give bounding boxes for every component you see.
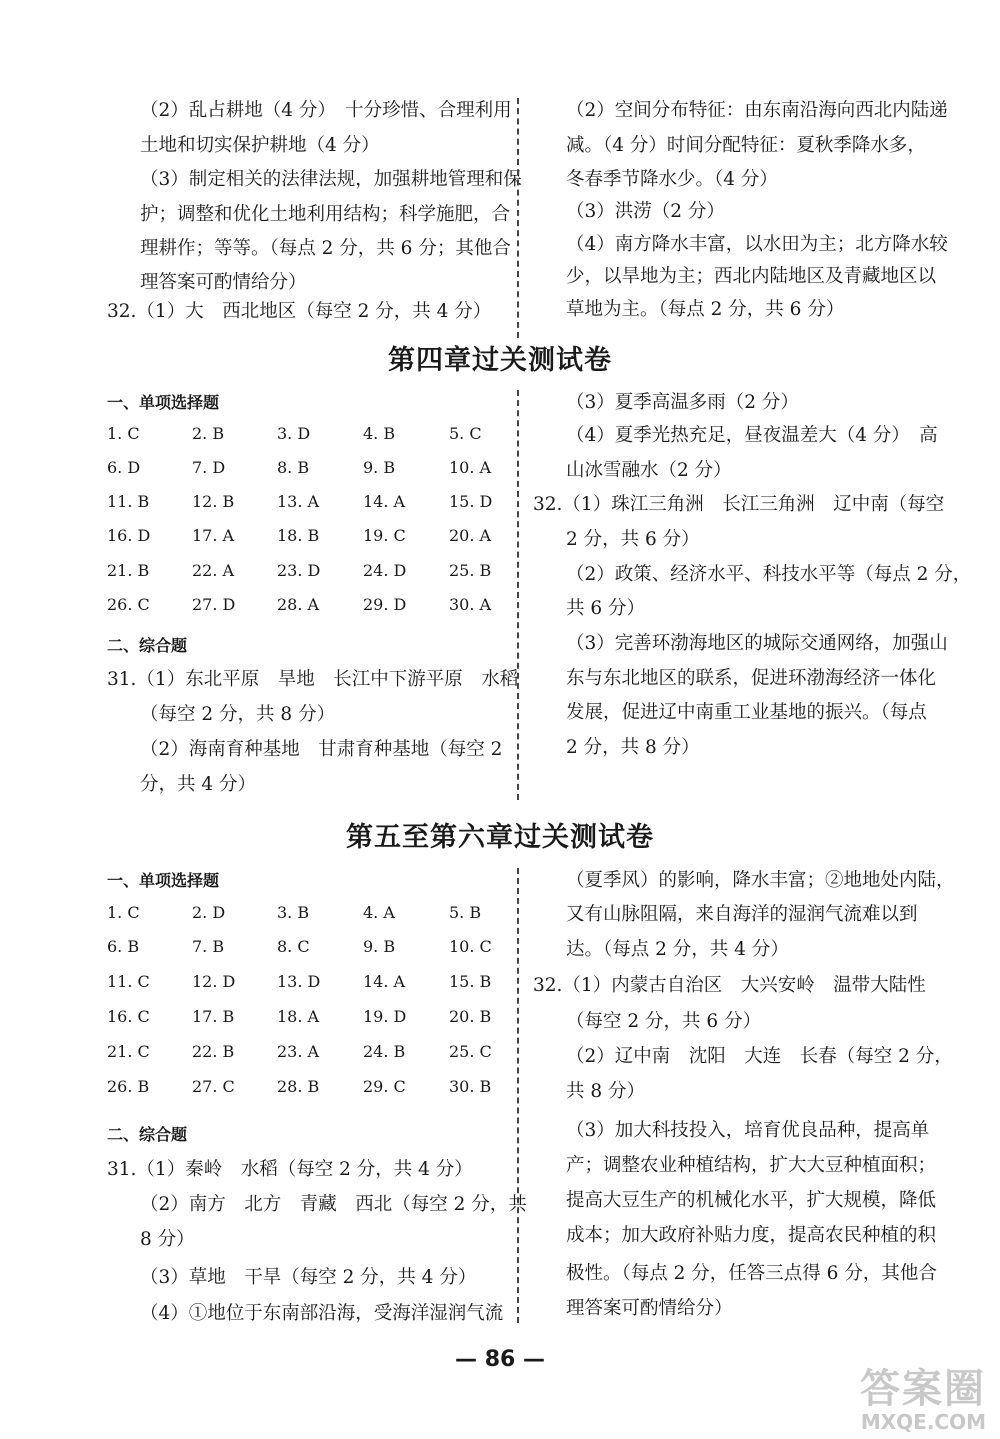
choice-answer: 29. D: [363, 595, 407, 614]
choice-answer: 24. B: [363, 1042, 406, 1061]
answer-line: （3）加大科技投入，培育优良品种，提高单: [566, 1120, 930, 1141]
choice-answer: 4. B: [363, 424, 396, 443]
answer-line: （3）夏季高温多雨（2 分）: [566, 392, 799, 413]
choice-answer: 16. C: [107, 1007, 150, 1026]
choice-answer: 7. D: [192, 458, 226, 477]
choice-answer: 25. C: [449, 1042, 492, 1061]
answer-line: （2）空间分布特征：由东南沿海向西北内陆递: [566, 100, 948, 121]
choice-answer: 2. B: [192, 424, 225, 443]
choice-answer: 4. A: [363, 903, 395, 922]
choice-answer: 21. B: [107, 561, 150, 580]
answer-line: 32.（1）大 西北地区（每空 2 分，共 4 分）: [107, 301, 492, 322]
choice-answer: 13. D: [277, 972, 321, 991]
section-heading: 二、综合题: [107, 636, 188, 655]
column-divider: [517, 868, 519, 1323]
choice-answer: 13. A: [277, 492, 320, 511]
answer-line: 2 分，共 8 分）: [566, 737, 700, 758]
choice-answer: 11. B: [107, 492, 150, 511]
answer-line: 成本；加大政府补贴力度，提高农民种植的积: [566, 1225, 937, 1246]
choice-answer: 5. C: [449, 424, 482, 443]
answer-line: 分，共 4 分）: [140, 774, 257, 795]
answer-line: （2）辽中南 沈阳 大连 长春（每空 2 分，: [566, 1046, 953, 1067]
answer-line: （4）南方降水丰富，以水田为主；北方降水较: [566, 234, 948, 255]
choice-answer: 8. B: [277, 458, 310, 477]
choice-answer: 24. D: [363, 561, 407, 580]
choice-answer: 9. B: [363, 937, 396, 956]
watermark-text: 答案圈: [860, 1366, 986, 1412]
answer-line: （3）草地 干旱（每空 2 分，共 4 分）: [140, 1267, 477, 1288]
answer-line: （4）①地位于东南部沿海，受海洋湿润气流: [140, 1303, 504, 1324]
answer-line: （2）海南育种基地 甘肃育种基地（每空 2: [140, 739, 503, 760]
choice-answer: 22. A: [192, 561, 235, 580]
answer-line: 32.（1）内蒙古自治区 大兴安岭 温带大陆性: [533, 975, 926, 996]
answer-line: 31.（1）东北平原 旱地 长江中下游平原 水稻: [107, 669, 519, 690]
choice-answer: 10. C: [449, 937, 492, 956]
choice-answer: 30. A: [449, 595, 492, 614]
answer-line: 土地和切实保护耕地（4 分）: [140, 135, 380, 156]
answer-line: 共 6 分）: [566, 598, 646, 619]
choice-answer: 6. B: [107, 937, 140, 956]
choice-answer: 12. B: [192, 492, 235, 511]
choice-answer: 17. A: [192, 526, 235, 545]
choice-answer: 26. C: [107, 595, 150, 614]
answer-line: 草地为主。（每点 2 分，共 6 分）: [566, 299, 845, 320]
choice-answer: 22. B: [192, 1042, 235, 1061]
column-divider: [517, 98, 519, 338]
answer-line: 产；调整农业种植结构，扩大大豆种植面积；: [566, 1155, 937, 1176]
answer-line: 2 分，共 6 分）: [566, 529, 700, 550]
choice-answer: 15. D: [449, 492, 493, 511]
answer-line: （3）制定相关的法律法规，加强耕地管理和保: [140, 169, 522, 190]
answer-line: （3）洪涝（2 分）: [566, 201, 725, 222]
answer-line: 少，以旱地为主；西北内陆地区及青藏地区以: [566, 266, 937, 287]
page-number: — 86 —: [455, 1347, 545, 1372]
answer-line: 极性。（每点 2 分，任答三点得 6 分，其他合: [566, 1263, 937, 1284]
choice-answer: 19. D: [363, 1007, 407, 1026]
choice-answer: 6. D: [107, 458, 141, 477]
answer-line: 提高大豆生产的机械化水平，扩大规模，降低: [566, 1190, 937, 1211]
section-heading: 二、综合题: [107, 1125, 188, 1144]
answer-line: 发展，促进辽中南重工业基地的振兴。（每点: [566, 702, 927, 723]
choice-answer: 3. D: [277, 424, 311, 443]
answer-line: （夏季风）的影响，降水丰富；②地地处内陆，: [566, 870, 955, 891]
answer-line: （2）南方 北方 青藏 西北（每空 2 分，共: [140, 1194, 527, 1215]
choice-answer: 17. B: [192, 1007, 235, 1026]
choice-answer: 29. C: [363, 1077, 406, 1096]
answer-line: 又有山脉阻隔，来自海洋的湿润气流难以到: [566, 904, 918, 925]
answer-line: 共 8 分）: [566, 1081, 646, 1102]
answer-line: 减。（4 分）时间分配特征：夏秋季降水多，: [566, 135, 926, 156]
answer-line: （4）夏季光热充足，昼夜温差大（4 分） 高: [566, 425, 938, 446]
choice-answer: 14. A: [363, 492, 406, 511]
choice-answer: 7. B: [192, 937, 225, 956]
answer-line: （每空 2 分，共 6 分）: [566, 1011, 762, 1032]
choice-answer: 8. C: [277, 937, 310, 956]
answer-line: 山冰雪融水（2 分）: [566, 460, 732, 481]
answer-line: 31.（1）秦岭 水稻（每空 2 分，共 4 分）: [107, 1159, 473, 1180]
choice-answer: 15. B: [449, 972, 492, 991]
choice-answer: 28. A: [277, 595, 320, 614]
column-divider: [517, 390, 519, 800]
choice-answer: 12. D: [192, 972, 236, 991]
answer-line: 护；调整和优化土地利用结构；科学施肥，合: [140, 204, 511, 225]
choice-answer: 23. A: [277, 1042, 320, 1061]
choice-answer: 1. C: [107, 903, 140, 922]
answer-line: 东与东北地区的联系，促进环渤海经济一体化: [566, 668, 937, 689]
answer-line: （3）完善环渤海地区的城际交通网络，加强山: [566, 633, 948, 654]
choice-answer: 28. B: [277, 1077, 320, 1096]
choice-answer: 14. A: [363, 972, 406, 991]
choice-answer: 9. B: [363, 458, 396, 477]
choice-answer: 26. B: [107, 1077, 150, 1096]
section-heading: 一、单项选择题: [107, 393, 220, 412]
answer-line: 8 分）: [140, 1229, 195, 1250]
choice-answer: 20. A: [449, 526, 492, 545]
choice-answer: 3. B: [277, 903, 310, 922]
answer-line: 理答案可酌情给分）: [140, 272, 307, 293]
watermark-site: MXQE.COM: [860, 1410, 986, 1434]
answer-line: （2）乱占耕地（4 分） 十分珍惜、合理利用: [140, 100, 512, 121]
choice-answer: 2. D: [192, 903, 226, 922]
choice-answer: 27. C: [192, 1077, 235, 1096]
section-heading: 一、单项选择题: [107, 871, 220, 890]
answer-line: 理答案可酌情给分）: [566, 1298, 733, 1319]
choice-answer: 5. B: [449, 903, 482, 922]
answer-line: 32.（1）珠江三角洲 长江三角洲 辽中南（每空: [533, 494, 945, 515]
answer-line: （每空 2 分，共 8 分）: [140, 704, 336, 725]
choice-answer: 16. D: [107, 526, 151, 545]
choice-answer: 11. C: [107, 972, 150, 991]
choice-answer: 30. B: [449, 1077, 492, 1096]
section-title: 第五至第六章过关测试卷: [346, 822, 654, 853]
answer-line: 理耕作；等等。（每点 2 分，共 6 分；其他合: [140, 238, 511, 259]
choice-answer: 20. B: [449, 1007, 492, 1026]
choice-answer: 23. D: [277, 561, 321, 580]
answer-line: （2）政策、经济水平、科技水平等（每点 2 分，: [566, 564, 972, 585]
answer-line: 冬春季节降水少。（4 分）: [566, 169, 778, 190]
choice-answer: 19. C: [363, 526, 406, 545]
answer-line: 达。（每点 2 分，共 4 分）: [566, 939, 789, 960]
section-title: 第四章过关测试卷: [388, 345, 612, 376]
choice-answer: 21. C: [107, 1042, 150, 1061]
choice-answer: 18. A: [277, 1007, 320, 1026]
choice-answer: 27. D: [192, 595, 236, 614]
choice-answer: 1. C: [107, 424, 140, 443]
choice-answer: 10. A: [449, 458, 492, 477]
choice-answer: 25. B: [449, 561, 492, 580]
choice-answer: 18. B: [277, 526, 320, 545]
watermark-logo: [860, 1367, 986, 1433]
